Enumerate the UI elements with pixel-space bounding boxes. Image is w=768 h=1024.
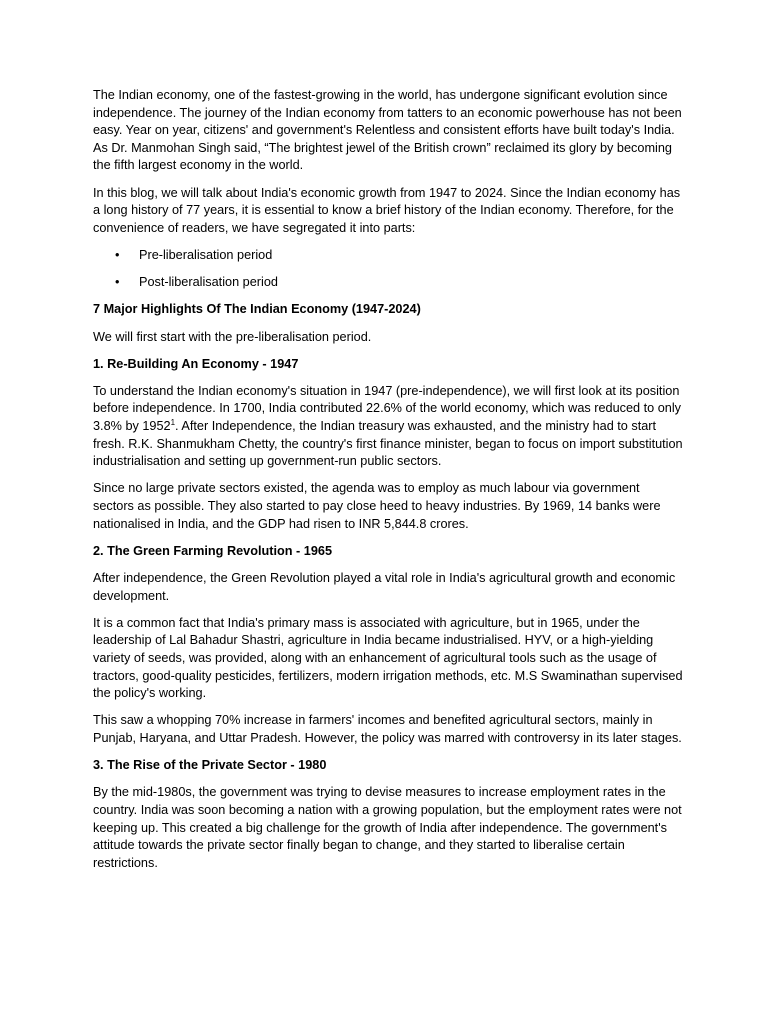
highlights-heading: 7 Major Highlights Of The Indian Economy (1947-2024) — [93, 302, 421, 317]
section-1-paragraph-2: Since no large private sectors existed, the agenda was to employ as much labour via government sectors as possible. They also started to pay close heed to heavy industries. By 1969, 14 banks were nationalised in India, and the GDP had risen to INR 5,844.8 crores. — [93, 481, 661, 531]
section-1-heading: 1. Re-Building An Economy - 1947 — [93, 356, 299, 371]
section-2-paragraph-3: This saw a whopping 70% increase in farmers' incomes and benefited agricultural sectors, mainly in Punjab, Haryana, and Uttar Pradesh. However, the policy was marred with controversy in its later stages. — [93, 713, 682, 745]
pre-liberalisation-intro: We will first start with the pre-liberalisation period. — [93, 329, 372, 344]
list-item-text: Pre-liberalisation period — [139, 247, 273, 262]
list-item — [93, 247, 683, 265]
bullet-icon: • — [115, 247, 120, 262]
section-1-paragraph-1-text: To understand the Indian economy's situation in 1947 (pre-independence), we will first look at its position before independence. In 1700, India contributed 22.6% of the world economy, which was reduced to only 3.8% by 1952 — [93, 383, 681, 434]
section-2-paragraph-1: After independence, the Green Revolution played a vital role in India's agricultural growth and economic development. — [93, 571, 676, 603]
bullet-icon: • — [115, 275, 120, 290]
intro-paragraph-1: The Indian economy, one of the fastest-growing in the world, has undergone significant evolution since independence. The journey of the Indian economy from tatters to an economic powerhouse has not been easy. Year on year, citizens' and government's Relentless and consistent efforts have built today's India. As Dr. Manmohan Singh said, “The brightest jewel of the British crown” reclaimed its glory by becoming the fifth largest economy in the world. — [93, 88, 682, 173]
section-1-paragraph-1-continued: . After Independence, the Indian treasury was exhausted, and the ministry had to start fresh. R.K. Shanmukham Chetty, the country's first finance minister, began to focus on import substitution industrialisation and setting up government-run public sectors. — [93, 419, 683, 469]
list-item-text: Post-liberalisation period — [139, 275, 278, 290]
section-3-heading: 3. The Rise of the Private Sector - 1980 — [93, 758, 327, 773]
period-list — [93, 247, 683, 292]
section-3-paragraph-1: By the mid-1980s, the government was trying to devise measures to increase employment rates in the country. India was soon becoming a nation with a growing population, but the employment rates were not keeping up. This created a big challenge for the growth of India after independence. The government's attitude towards the private sector finally began to change, and they started to liberalise certain restrictions. — [93, 785, 682, 870]
footnote-marker: 1 — [170, 417, 176, 427]
section-2-paragraph-2: It is a common fact that India's primary mass is associated with agriculture, but in 1965, under the leadership of Lal Bahadur Shastri, agriculture in India became industrialised. HYV, or a high-yielding variety of seeds, was provided, along with an enhancement of agricultural tools such as the usage of tractors, good-quality pesticides, fertilizers, modern irrigation methods, etc. M.S Swaminathan supervised the policy's working. — [93, 615, 683, 701]
document-page — [93, 87, 683, 882]
section-2-heading: 2. The Green Farming Revolution - 1965 — [93, 543, 333, 558]
section-1-paragraph-1 — [93, 383, 683, 471]
intro-paragraph-2: In this blog, we will talk about India's economic growth from 1947 to 2024. Since the Indian economy has a long history of 77 years, it is essential to know a brief history of the Indian economy. Therefore, for the convenience of readers, we have segregated it into parts: — [93, 185, 681, 235]
list-item — [93, 274, 683, 292]
